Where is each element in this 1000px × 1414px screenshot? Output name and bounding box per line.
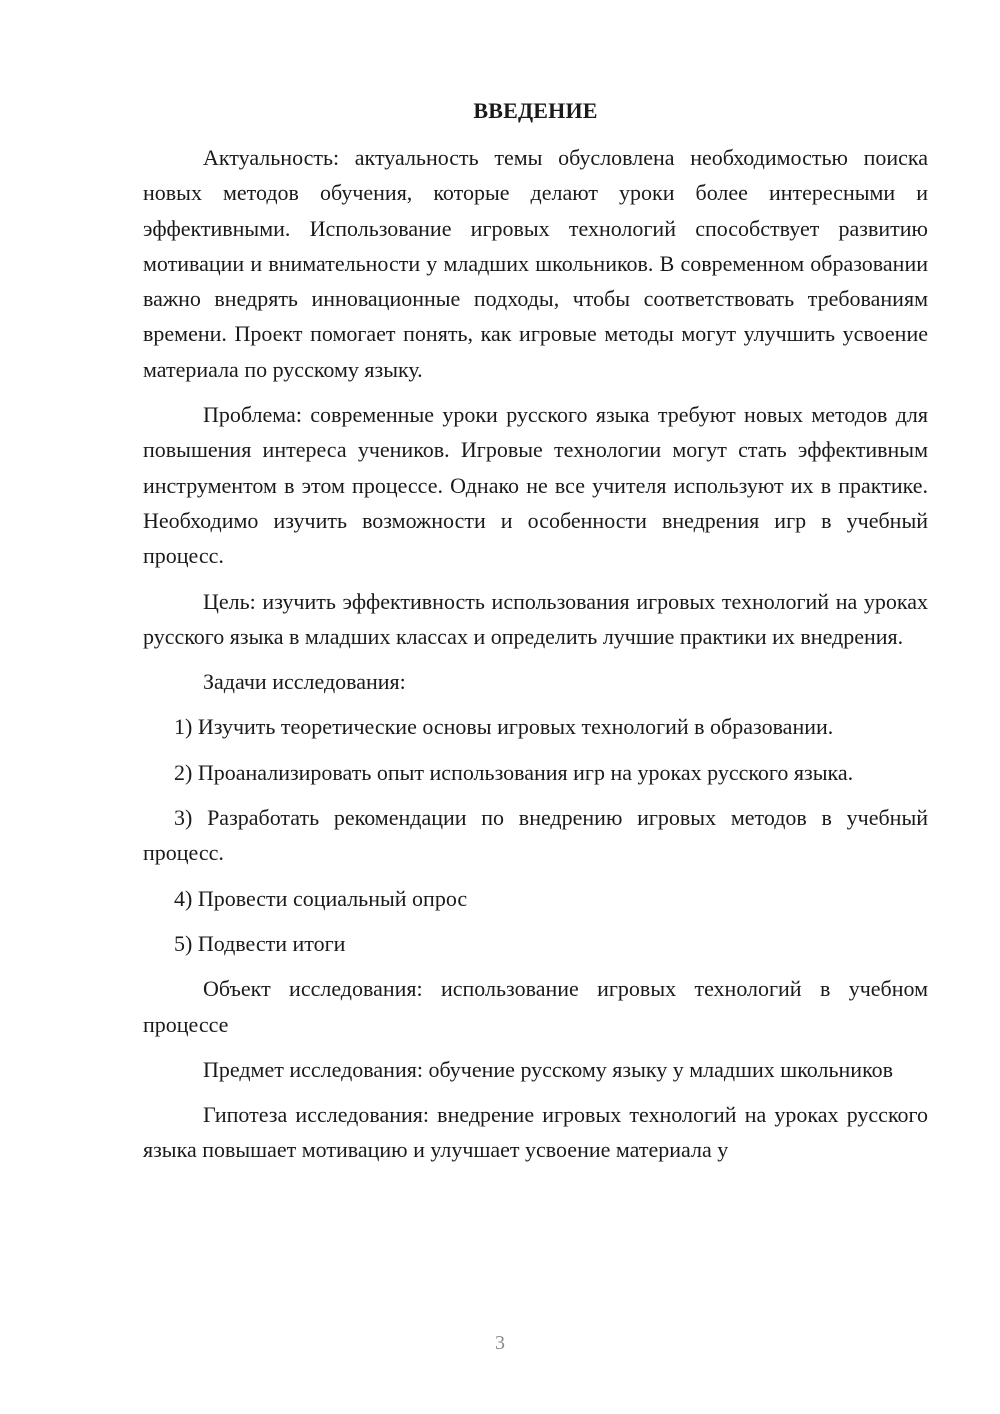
object-paragraph: Объект исследования: использование игровых технологий в учебном процессе	[143, 976, 928, 1037]
page-number: 3	[495, 1332, 505, 1354]
subject-paragraph: Предмет исследования: обучение русскому языку у младших школьников	[203, 1056, 894, 1082]
hypothesis-paragraph: Гипотеза исследования: внедрение игровых технологий на уроках русского языка повышает мотивацию и улучшает усвоение материала у	[143, 1102, 928, 1163]
task-item: 1) Изучить теоретические основы игровых технологий в образовании.	[174, 714, 834, 740]
task-item: 2) Проанализировать опыт использования игр на уроках русского языка.	[174, 759, 854, 785]
task-item: 3) Разработать рекомендации по внедрению игровых методов в учебный процесс.	[143, 805, 928, 866]
tasks-heading: Задачи исследования:	[203, 669, 406, 695]
section-heading: ВВЕДЕНИЕ	[473, 98, 598, 123]
task-item: 4) Провести социальный опрос	[174, 885, 468, 911]
task-item: 5) Подвести итоги	[174, 930, 346, 956]
document-page	[143, 93, 928, 1178]
problem-paragraph: Проблема: современные уроки русского языка требуют новых методов для повышения интереса учеников. Игровые технологии могут стать эффективным инструментом в этом процессе. Однако не все учителя используют их в практике. Необходимо изучить возможности и особенности внедрения игр в учебный процесс.	[143, 402, 928, 569]
relevance-paragraph: Актуальность: актуальность темы обусловлена необходимостью поиска новых методов обучения, которые делают уроки более интересными и эффективными. Использование игровых технологий способствует развитию мотивации и внимательности у младших школьников. В современном образовании важно внедрять инновационные подходы, чтобы соответствовать требованиям времени. Проект помогает понять, как игровые методы могут улучшить усвоение материала по русскому языку.	[143, 145, 928, 382]
goal-paragraph: Цель: изучить эффективность использования игровых технологий на уроках русского языка в младших классах и определить лучшие практики их внедрения.	[143, 588, 928, 649]
